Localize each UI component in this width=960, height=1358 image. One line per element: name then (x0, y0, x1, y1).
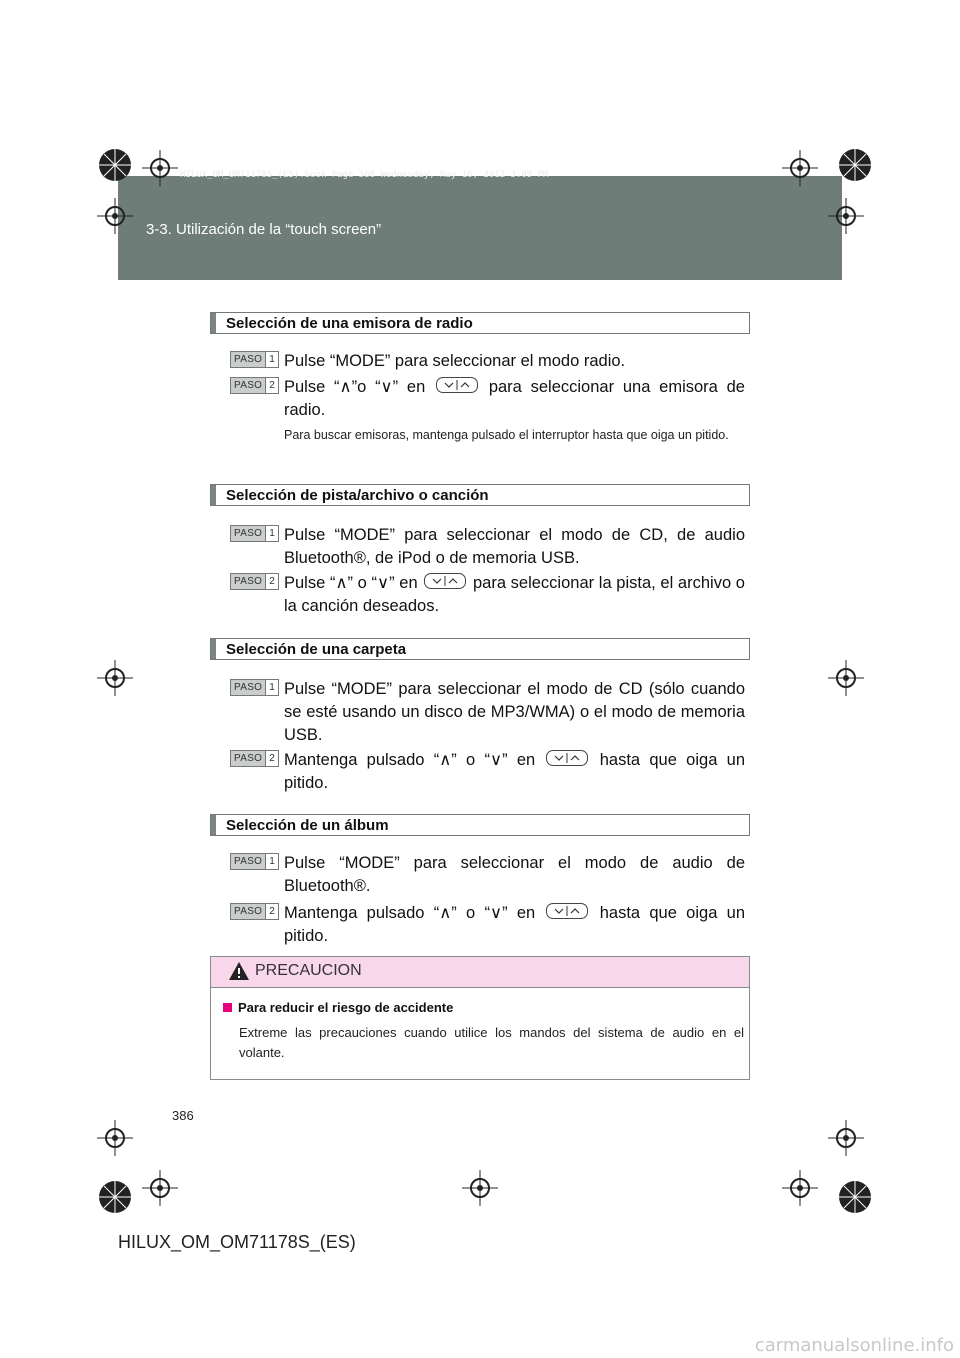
registration-mark-icon (780, 1168, 820, 1208)
registration-mark-icon (826, 658, 866, 698)
registration-mark-icon (95, 1118, 135, 1158)
step-item: PASO 2 Mantenga pulsado “∧” o “∨” en hasta que oiga un pitido. (230, 902, 745, 948)
up-down-switch-icon (546, 903, 588, 919)
registration-mark-icon (90, 140, 140, 190)
step-badge: PASO 1 (230, 679, 279, 696)
watermark: carmanualsonline.info (754, 1335, 954, 1356)
warning-triangle-icon (228, 961, 250, 981)
step-badge: PASO 1 (230, 525, 279, 542)
registration-mark-icon (140, 1168, 180, 1208)
up-down-switch-icon (546, 750, 588, 766)
registration-mark-icon (826, 1118, 866, 1158)
step-badge: PASO 2 (230, 750, 279, 767)
caution-box (210, 956, 750, 1080)
bullet-square-icon (223, 1003, 232, 1012)
step-item: PASO 1 Pulse “MODE” para seleccionar el modo de CD, de audio Bluetooth®, de iPod o de memoria USB. (230, 524, 745, 570)
step-badge: PASO 1 (230, 351, 279, 368)
chapter-title: 3-3. Utilización de la “touch screen” (146, 221, 382, 238)
registration-mark-icon (830, 140, 880, 190)
document-id: HILUX_OM_OM71178S_(ES) (118, 1232, 356, 1252)
step-item: PASO 1 Pulse “MODE” para seleccionar el modo radio. (230, 350, 745, 373)
registration-mark-icon (780, 148, 820, 188)
section-heading: Selección de pista/archivo o canción (210, 484, 750, 506)
step-note: Para buscar emisoras, mantenga pulsado el interruptor hasta que oiga un pitido. (284, 428, 729, 442)
step-badge: PASO 2 (230, 903, 279, 920)
registration-mark-icon (830, 1172, 880, 1222)
registration-mark-icon (826, 196, 866, 236)
registration-mark-icon (95, 196, 135, 236)
chapter-header (118, 170, 842, 280)
caution-title: PRECAUCION (255, 962, 362, 979)
section-heading: Selección de una emisora de radio (210, 312, 750, 334)
caution-item-title: Para reducir el riesgo de accidente (223, 1000, 453, 1015)
page-number: 386 (172, 1108, 194, 1123)
book-info: HILUX_OM_OM71178S_(ES).book Page 386 Wednesday, May 16, 2012 3:09 PM (180, 170, 549, 180)
registration-mark-icon (90, 1172, 140, 1222)
caution-body: Extreme las precauciones cuando utilice los mandos del sistema de audio en el volante. (239, 1025, 744, 1060)
registration-mark-icon (460, 1168, 500, 1208)
step-item: PASO 2 Pulse “∧” o “∨” en para seleccionar la pista, el archivo o la canción deseados. (230, 572, 745, 618)
step-item: PASO 2 Mantenga pulsado “∧” o “∨” en hasta que oiga un pitido. (230, 749, 745, 795)
step-badge: PASO 2 (230, 377, 279, 394)
caution-header (211, 957, 749, 988)
registration-mark-icon (95, 658, 135, 698)
step-item: PASO 1 Pulse “MODE” para seleccionar el modo de CD (sólo cuando se esté usando un disco de MP3/WMA) o el modo de memoria USB. (230, 678, 745, 747)
step-item: PASO 1 Pulse “MODE” para seleccionar el modo de audio de Bluetooth®. (230, 852, 745, 898)
up-down-switch-icon (424, 573, 466, 589)
registration-mark-icon (140, 148, 180, 188)
up-down-switch-icon (436, 377, 478, 393)
step-badge: PASO 1 (230, 853, 279, 870)
section-heading: Selección de un álbum (210, 814, 750, 836)
section-heading: Selección de una carpeta (210, 638, 750, 660)
step-badge: PASO 2 (230, 573, 279, 590)
step-item: PASO 2 Pulse “∧”o “∨” en para seleccionar una emisora de radio. (230, 376, 745, 422)
